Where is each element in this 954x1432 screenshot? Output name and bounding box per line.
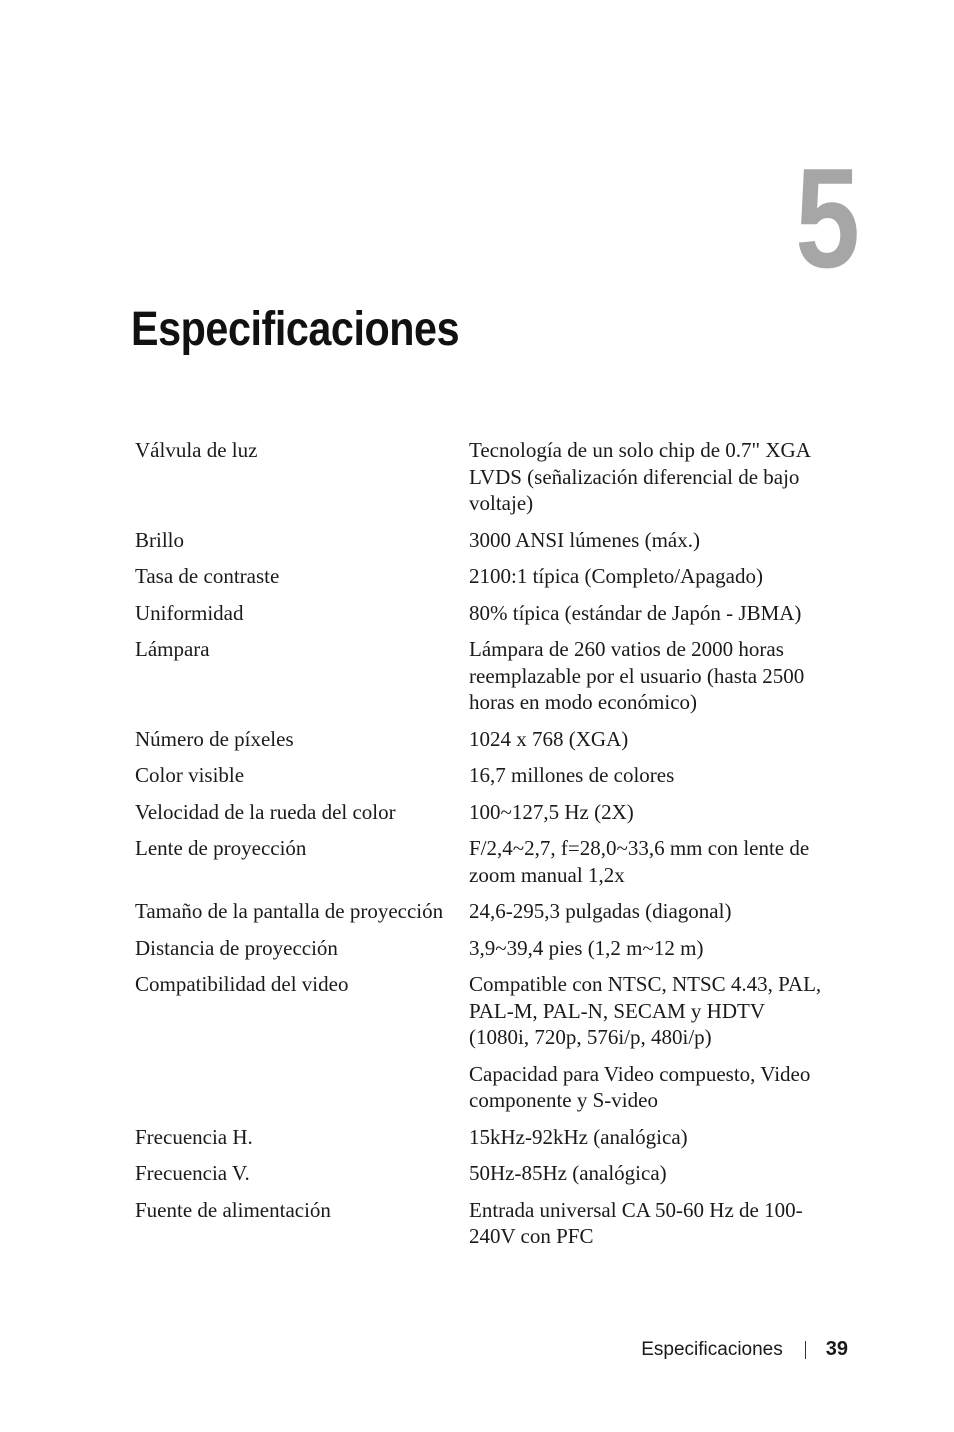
spec-value-paragraph: 24,6-295,3 pulgadas (diagonal) [469, 899, 732, 923]
spec-value-paragraph: 100~127,5 Hz (2X) [469, 799, 634, 824]
spec-label: Número de píxeles [135, 726, 294, 751]
spec-label: Lente de proyección [135, 836, 307, 860]
spec-value-paragraph: Lámpara de 260 vatios de 2000 horas reemplazable por el usuario (hasta 2500 horas en modo económico) [469, 637, 805, 714]
spec-value [469, 835, 825, 898]
spec-value-paragraph: Entrada universal CA 50-60 Hz de 100-240V con PFC [469, 1197, 803, 1248]
spec-label: Fuente de alimentación [135, 1197, 331, 1222]
spec-value [469, 971, 825, 1124]
spec-row [135, 799, 825, 836]
spec-row [135, 935, 825, 972]
spec-label: Tasa de contraste [135, 564, 280, 588]
spec-value [469, 1160, 825, 1197]
specifications-body [135, 437, 825, 1260]
spec-row [135, 762, 825, 799]
spec-row [135, 437, 825, 527]
spec-value-paragraph: Capacidad para Video compuesto, Video componente y S-video [469, 1061, 811, 1112]
spec-value [469, 762, 825, 799]
page-number: 39 [825, 1338, 848, 1360]
spec-label: Compatibilidad del video [135, 972, 349, 996]
spec-value-paragraph: 3000 ANSI lúmenes (máx.) [469, 527, 700, 552]
spec-value [469, 898, 825, 935]
spec-row [135, 600, 825, 637]
spec-label: Brillo [135, 527, 185, 552]
chapter-number: 5 [795, 139, 860, 298]
spec-value [469, 636, 825, 726]
spec-value-paragraph: Compatible con NTSC, NTSC 4.43, PAL, PAL-M, PAL-N, SECAM y HDTV (1080i, 720p, 576i/p, 480i/p) [469, 972, 822, 1049]
spec-label: Tamaño de la pantalla de proyección [135, 899, 444, 923]
page-footer [641, 1338, 848, 1361]
spec-row [135, 563, 825, 600]
spec-row [135, 971, 825, 1124]
spec-row [135, 1197, 825, 1260]
spec-value-paragraph: 15kHz-92kHz (analógica) [469, 1124, 688, 1149]
spec-label: Frecuencia H. [135, 1124, 253, 1149]
spec-label: Frecuencia V. [135, 1161, 250, 1185]
spec-label: Velocidad de la rueda del color [135, 799, 396, 824]
spec-row [135, 835, 825, 898]
spec-value-paragraph: 16,7 millones de colores [469, 763, 675, 787]
spec-label: Color visible [135, 763, 245, 787]
spec-row [135, 1160, 825, 1197]
spec-value-paragraph: F/2,4~2,7, f=28,0~33,6 mm con lente de zoom manual 1,2x [469, 836, 810, 887]
spec-value [469, 799, 825, 836]
spec-label: Distancia de proyección [135, 935, 338, 960]
spec-row [135, 898, 825, 935]
chapter-title: Especificaciones [131, 303, 460, 356]
spec-row [135, 527, 825, 564]
spec-value-paragraph: 2100:1 típica (Completo/Apagado) [469, 564, 763, 588]
spec-value [469, 1197, 825, 1260]
spec-value [469, 527, 825, 564]
spec-label: Lámpara [135, 637, 210, 661]
specifications-table [135, 437, 825, 1260]
spec-value-paragraph: 80% típica (estándar de Japón - JBMA) [469, 600, 802, 625]
spec-value [469, 600, 825, 637]
footer-divider [805, 1341, 806, 1359]
spec-row [135, 726, 825, 763]
spec-value [469, 437, 825, 527]
spec-value [469, 935, 825, 972]
spec-value [469, 563, 825, 600]
spec-value-paragraph: 3,9~39,4 pies (1,2 m~12 m) [469, 935, 704, 960]
spec-row [135, 1124, 825, 1161]
spec-row [135, 636, 825, 726]
spec-label: Válvula de luz [135, 438, 258, 462]
spec-value [469, 1124, 825, 1161]
spec-label: Uniformidad [135, 600, 244, 625]
spec-value-paragraph: 50Hz-85Hz (analógica) [469, 1161, 667, 1185]
spec-value-paragraph: 1024 x 768 (XGA) [469, 726, 629, 751]
footer-section-title: Especificaciones [641, 1338, 783, 1360]
spec-value [469, 726, 825, 763]
spec-value-paragraph: Tecnología de un solo chip de 0.7" XGA LVDS (señalización diferencial de bajo voltaje) [469, 438, 810, 515]
